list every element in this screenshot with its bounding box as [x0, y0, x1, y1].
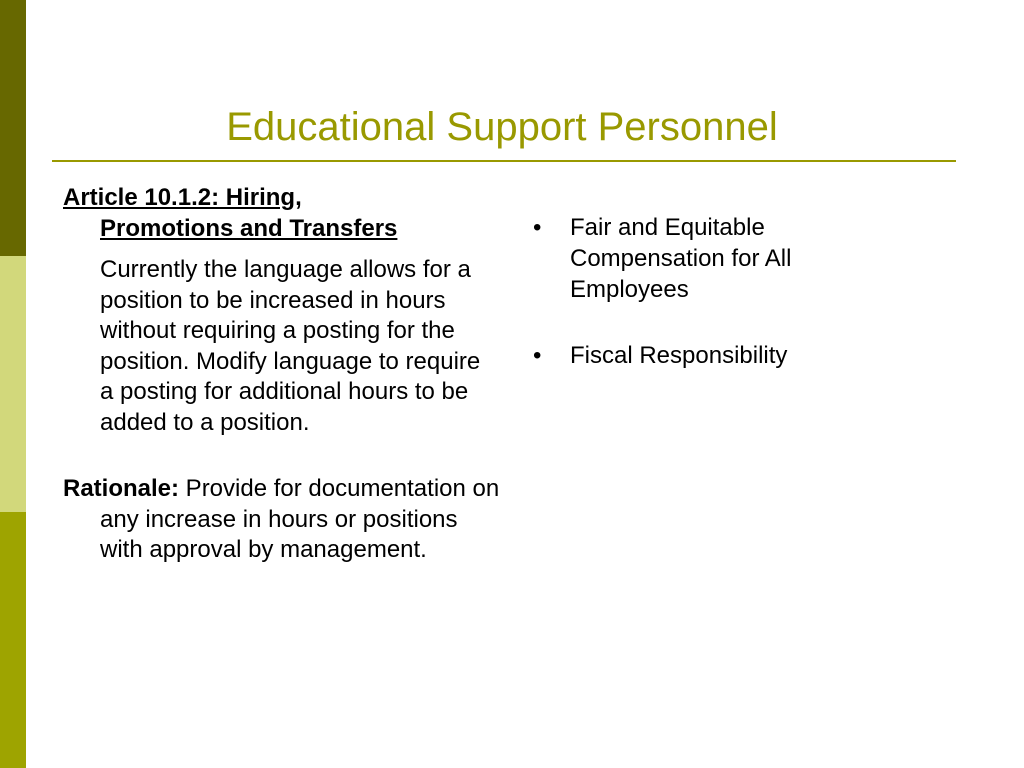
article-heading — [63, 183, 460, 244]
bullet-text-fiscal: Fiscal Responsibility — [570, 342, 788, 369]
rationale-text: Provide for documentation on any increase in hours or positions with approval by management. — [100, 475, 500, 563]
slide-title: Educational Support Personnel — [226, 105, 778, 149]
bullet-item — [533, 212, 973, 305]
rationale-label: Rationale: — [63, 475, 180, 502]
right-content-column — [533, 212, 973, 406]
article-heading-line1: Article 10.1.2: Hiring, — [63, 184, 302, 211]
bullet-item — [533, 340, 973, 371]
article-body-text: Currently the language allows for a position to be increased in hours without requiring a posting for the position. Modify language to require a posting for additional hours to be added to a position. — [100, 256, 481, 436]
bullet-icon: • — [533, 214, 542, 241]
sidebar-accent-bottom — [0, 512, 26, 768]
title-underline-rule — [52, 160, 956, 162]
sidebar-accent-middle — [0, 256, 26, 512]
bullet-icon: • — [533, 342, 542, 369]
sidebar-accent-top — [0, 0, 26, 256]
left-content-column — [63, 183, 503, 566]
rationale-paragraph — [63, 474, 502, 566]
bullet-text-compensation: Fair and Equitable Compensation for All Employees — [570, 214, 792, 303]
article-heading-line2: Promotions and Transfers — [100, 214, 398, 242]
